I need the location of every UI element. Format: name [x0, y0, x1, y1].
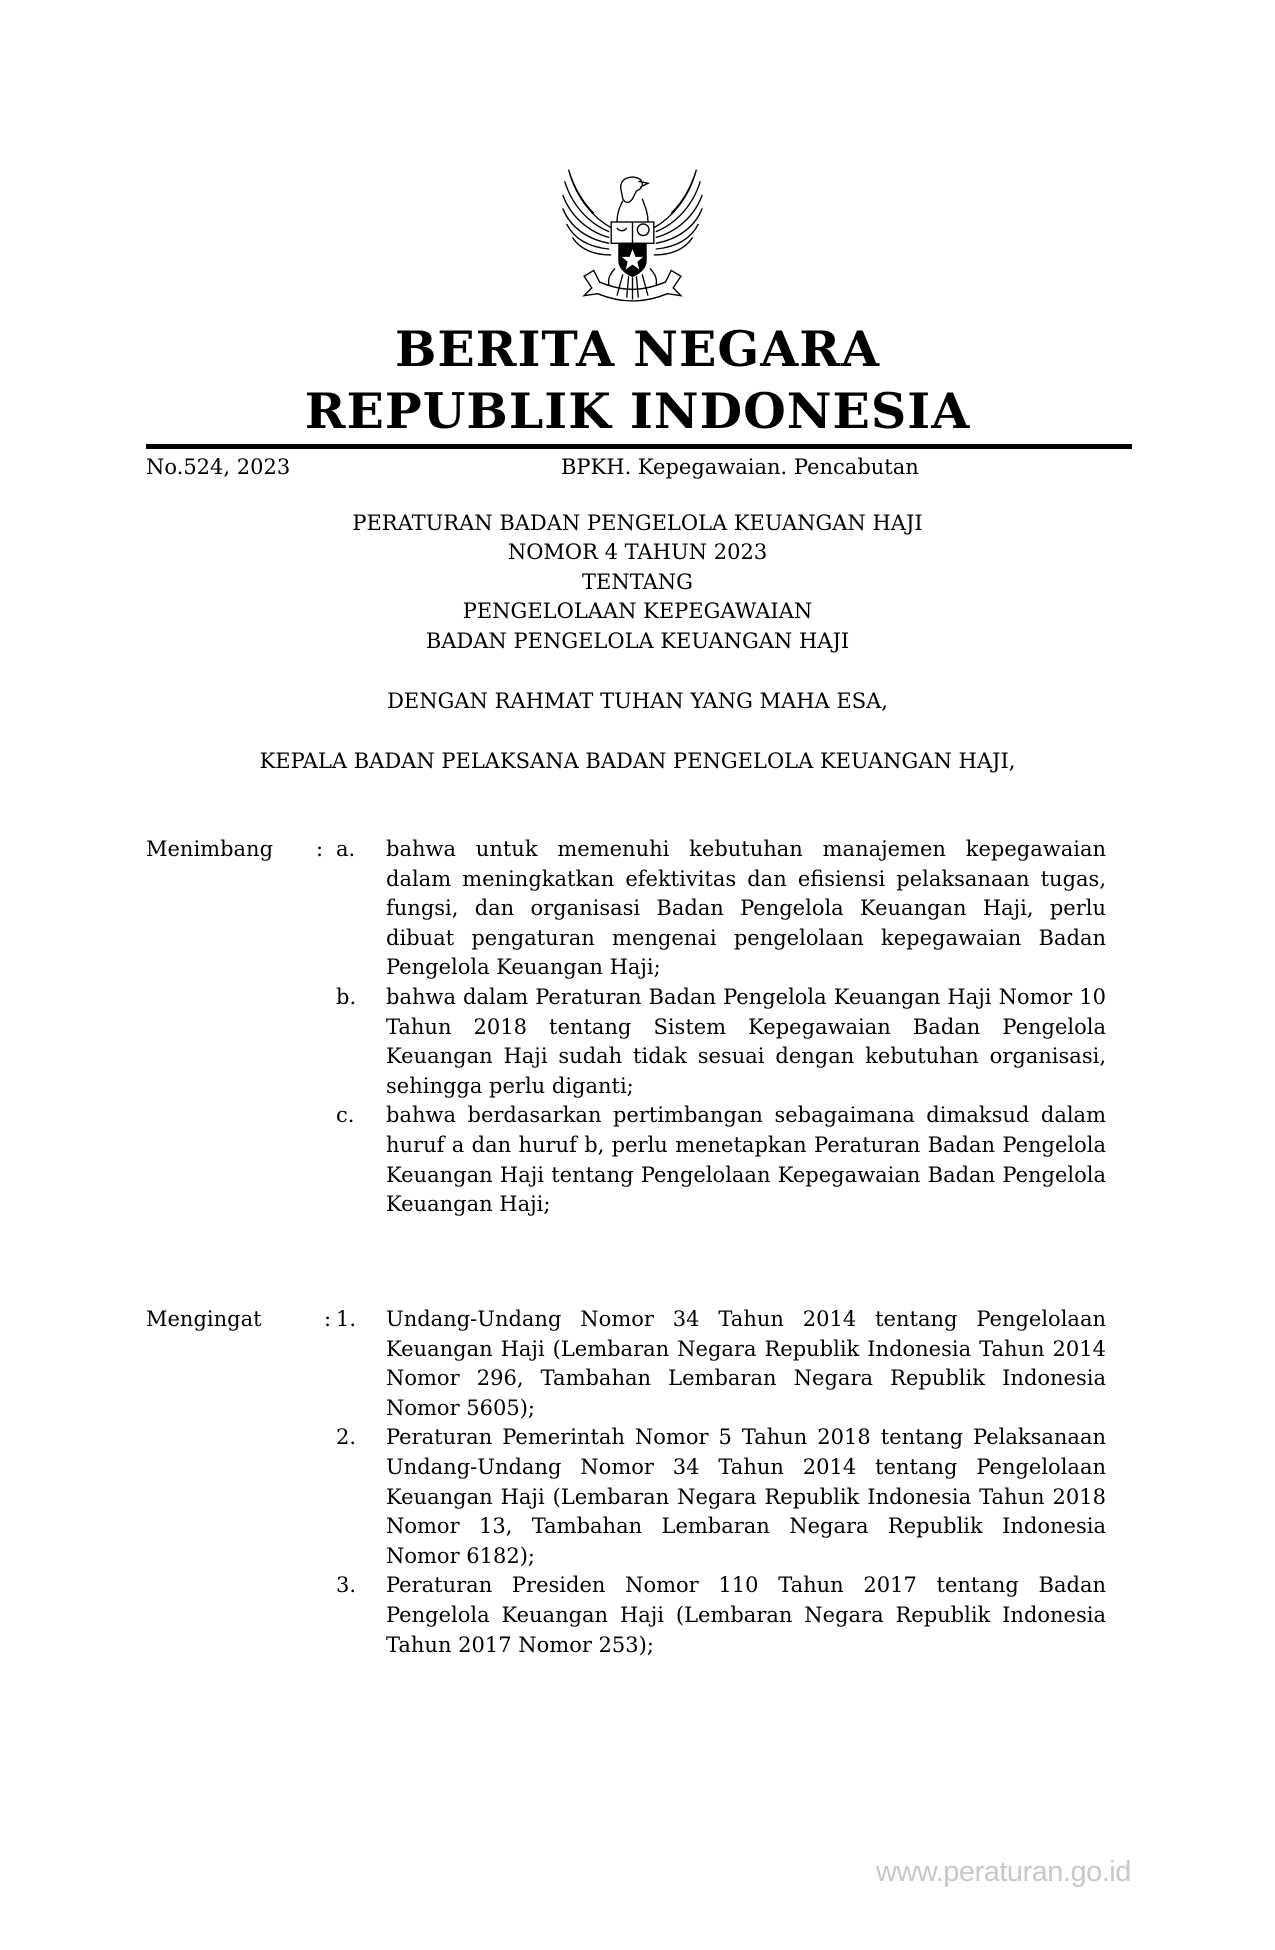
menimbang-item	[146, 835, 1132, 983]
item-text: Peraturan Pemerintah Nomor 5 Tahun 2018 tentang Pelaksanaan Undang-Undang Nomor 34 Tahun 2014 tentang Pengelolaan Keuangan Haji (Lembaran Negara Republik Indonesia Tahun 2018 Nomor 13, Tambahan Lembaran Negara Republik Indonesia Nomor 6182);	[386, 1425, 1106, 1568]
mengingat-item	[146, 1571, 1132, 1660]
item-marker: a.	[336, 837, 356, 861]
mengingat-item	[146, 1423, 1132, 1571]
masthead-title-line2: REPUBLIK INDONESIA	[304, 382, 971, 440]
item-marker: 2.	[336, 1425, 357, 1450]
item-text: Undang-Undang Nomor 34 Tahun 2014 tentang Pengelolaan Keuangan Haji (Lembaran Negara Republik Indonesia Tahun 2014 Nomor 296, Tambahan Lembaran Negara Republik Indonesia Nomor 5605);	[386, 1307, 1106, 1420]
garuda-emblem-icon	[555, 160, 710, 315]
item-text: Peraturan Presiden Nomor 110 Tahun 2017 tentang Badan Pengelola Keuangan Haji (Lembaran Negara Republik Indonesia Tahun 2017 Nomor 253);	[386, 1573, 1106, 1657]
item-text: bahwa berdasarkan pertimbangan sebagaimana dimaksud dalam huruf a dan huruf b, perlu menetapkan Peraturan Badan Pengelola Keuangan Haji tentang Pengelolaan Kepegawaian Badan Pengelola Keuangan Haji;	[386, 1103, 1106, 1217]
item-marker: c.	[336, 1103, 355, 1128]
item-marker: b.	[336, 984, 357, 1009]
regulation-title-line4: PENGELOLAAN KEPEGAWAIAN	[462, 599, 813, 623]
menimbang-label: Menimbang	[146, 837, 274, 861]
invocation: DENGAN RAHMAT TUHAN YANG MAHA ESA,	[387, 689, 888, 713]
menimbang-item	[146, 1101, 1132, 1219]
item-text: bahwa untuk memenuhi kebutuhan manajemen kepegawaian dalam meningkatkan efektivitas dan efisiensi pelaksanaan tugas, fungsi, dan organisasi Badan Pengelola Keuangan Haji, perlu dibuat pengaturan mengenai pengelolaan kepegawaian Badan Pengelola Keuangan Haji;	[386, 837, 1106, 980]
regulation-title-line1: PERATURAN BADAN PENGELOLA KEUANGAN HAJI	[352, 511, 923, 535]
gazette-subject: BPKH. Kepegawaian. Pencabutan	[561, 455, 919, 479]
item-marker: 1.	[336, 1307, 357, 1331]
colon: :	[316, 837, 324, 861]
mengingat-item	[146, 1305, 1132, 1423]
colon: :	[324, 1307, 332, 1331]
menimbang-section	[146, 835, 1132, 1220]
masthead-title-line1: BERITA NEGARA	[394, 320, 880, 378]
mengingat-section	[146, 1305, 1132, 1660]
menimbang-item	[146, 983, 1132, 1101]
masthead-divider	[146, 444, 1132, 449]
regulation-title-line5: BADAN PENGELOLA KEUANGAN HAJI	[425, 629, 850, 653]
mengingat-label: Mengingat	[146, 1307, 262, 1331]
item-text: bahwa dalam Peraturan Badan Pengelola Keuangan Haji Nomor 10 Tahun 2018 tentang Sistem Kepegawaian Badan Pengelola Keuangan Haji sudah tidak sesuai dengan kebutuhan organisasi, sehingga perlu diganti;	[386, 984, 1106, 1098]
source-watermark: www.peraturan.go.id	[876, 1856, 1131, 1888]
gazette-number: No.524, 2023	[146, 455, 291, 479]
issuing-authority: KEPALA BADAN PELAKSANA BADAN PENGELOLA KEUANGAN HAJI,	[259, 749, 1016, 773]
regulation-title-line2: NOMOR 4 TAHUN 2023	[507, 540, 768, 564]
item-marker: 3.	[336, 1573, 357, 1598]
regulation-title-line3: TENTANG	[582, 570, 693, 594]
